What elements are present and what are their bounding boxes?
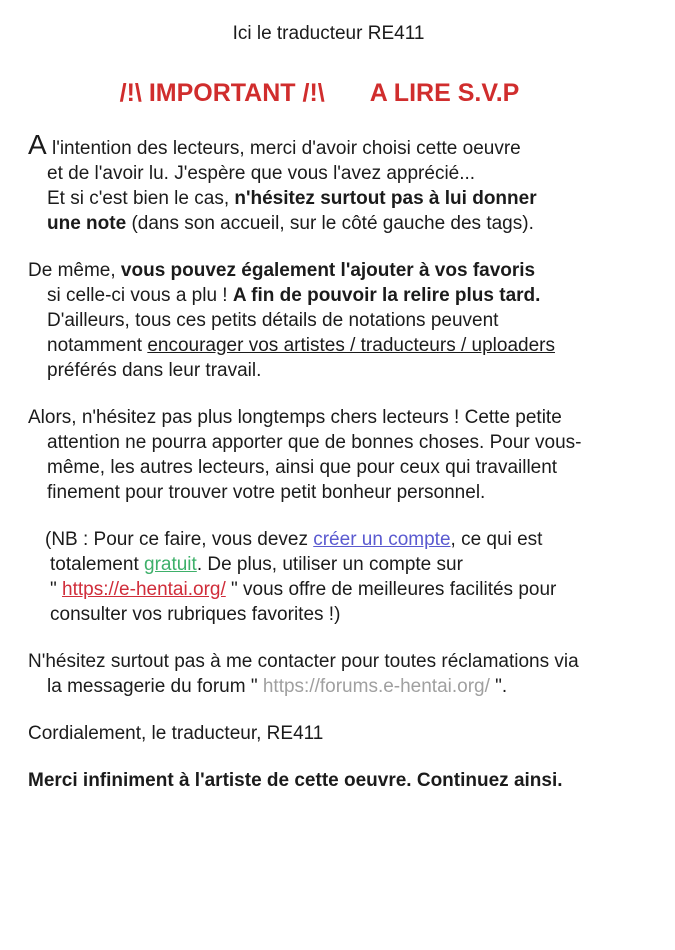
important-heading <box>0 78 657 108</box>
text-segment: attention ne pourra apporter que de bonnes choses. Pour vous- <box>47 432 582 453</box>
text-segment: et de l'avoir lu. J'espère que vous l'avez apprécié... <box>47 163 476 184</box>
text-segment: l'intention des lecteurs, merci d'avoir choisi cette oeuvre <box>46 138 521 159</box>
text-segment: . De plus, utiliser un compte sur <box>196 554 463 575</box>
text-line <box>28 721 675 746</box>
text-segment: , ce qui est <box>450 529 543 550</box>
text-line <box>50 577 675 602</box>
text-line <box>47 333 675 358</box>
text-line <box>28 405 675 430</box>
text-segment: D'ailleurs, tous ces petits détails de notations peuvent <box>47 310 499 331</box>
text-segment: consulter vos rubriques favorites !) <box>50 604 341 625</box>
text-segment: ". <box>489 676 508 697</box>
text-line <box>47 674 675 699</box>
text-segment: N'hésitez surtout pas à me contacter pour toutes réclamations via <box>28 651 579 672</box>
text-line <box>28 258 675 283</box>
text-segment: (dans son accueil, sur le côté gauche des tags). <box>126 213 534 234</box>
text-segment: une note <box>47 213 127 234</box>
text-segment: préférés dans leur travail. <box>47 360 262 381</box>
text-segment: Alors, n'hésitez pas plus longtemps chers lecteurs ! Cette petite <box>28 407 562 428</box>
page-title: Ici le traducteur RE411 <box>232 23 425 44</box>
text-segment: A <box>28 129 47 160</box>
text-segment: n'hésitez surtout pas à lui donner <box>234 188 537 209</box>
text-line <box>45 527 675 552</box>
forum-url-text: https://forums.e-hentai.org/ <box>262 676 490 697</box>
text-segment: " vous offre de meilleures facilités pour <box>225 579 557 600</box>
reader-intro-paragraph <box>28 129 675 236</box>
text-segment: Cordialement, le traducteur, RE411 <box>28 723 324 744</box>
nb-account-paragraph <box>45 527 675 627</box>
text-line <box>50 552 675 577</box>
document-body <box>0 129 675 793</box>
text-segment: " <box>50 579 63 600</box>
signature-line <box>28 721 675 746</box>
text-line <box>47 455 675 480</box>
e-hentai-link[interactable]: https://e-hentai.org/ <box>62 579 226 600</box>
text-segment: Et si c'est bien le cas, <box>47 188 235 209</box>
text-line <box>47 283 675 308</box>
text-line <box>47 211 675 236</box>
encouragement-paragraph <box>28 405 675 505</box>
text-segment: la messagerie du forum " <box>47 676 263 697</box>
text-segment: notamment <box>47 335 148 356</box>
text-line <box>28 768 675 793</box>
text-segment: totalement <box>50 554 144 575</box>
favorites-paragraph <box>28 258 675 383</box>
text-segment: même, les autres lecteurs, ainsi que pour ceux qui travaillent <box>47 457 558 478</box>
text-segment: A fin de pouvoir la relire plus tard. <box>232 285 541 306</box>
text-line <box>47 480 675 505</box>
artist-thanks-line <box>28 768 675 793</box>
read-please-text: A LIRE S.V.P <box>369 79 520 107</box>
text-segment: finement pour trouver votre petit bonheur personnel. <box>47 482 486 503</box>
text-segment: (NB : Pour ce faire, vous devez <box>45 529 314 550</box>
important-warning-text: /!\ IMPORTANT /!\ <box>119 79 325 107</box>
text-segment: encourager vos artistes / traducteurs / uploaders <box>147 335 555 356</box>
create-account-link[interactable]: créer un compte <box>313 529 451 550</box>
gratuit-link[interactable]: gratuit <box>144 554 197 575</box>
text-line <box>47 308 675 333</box>
text-line <box>28 129 675 161</box>
text-line <box>47 161 675 186</box>
text-segment: si celle-ci vous a plu ! <box>47 285 233 306</box>
text-line <box>28 649 675 674</box>
text-line <box>50 602 675 627</box>
text-segment: vous pouvez également l'ajouter à vos favoris <box>120 260 536 281</box>
text-line <box>47 358 675 383</box>
text-segment: Merci infiniment à l'artiste de cette oeuvre. Continuez ainsi. <box>28 770 563 791</box>
contact-paragraph <box>28 649 675 699</box>
text-segment: De même, <box>28 260 121 281</box>
text-line <box>47 430 675 455</box>
text-line <box>47 186 675 211</box>
